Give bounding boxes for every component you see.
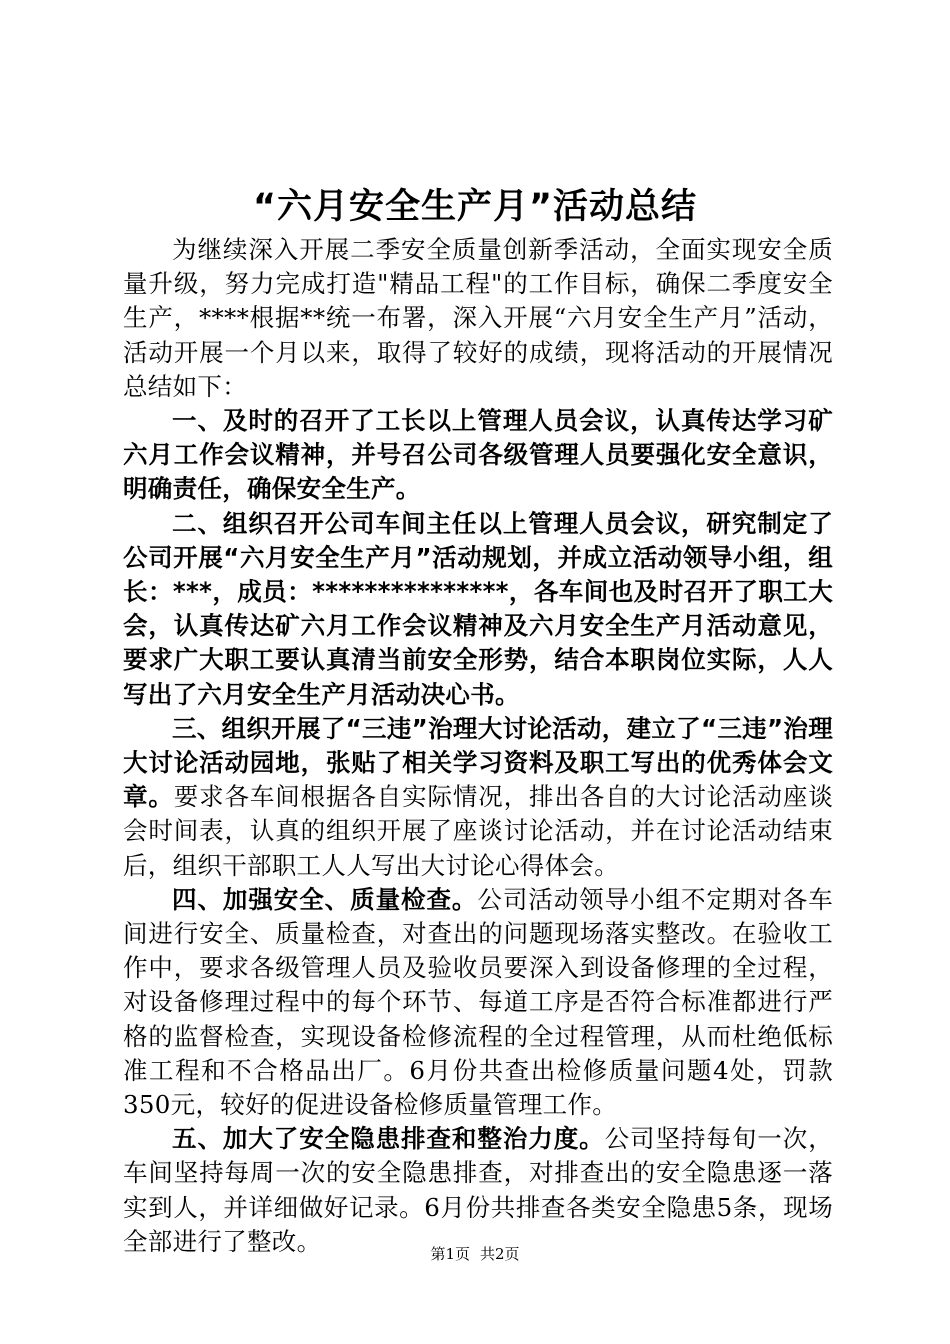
section-heading-4: 四、加强安全、质量检查。 <box>172 884 478 914</box>
section-heading-3: 三、组织开展了“三违”治理大讨论活动，建立了“三违”治理大讨论活动园地，张贴了相关学习资料及职工写出的优秀体会文章。 <box>123 713 833 812</box>
page-footer <box>0 1244 950 1264</box>
section-paragraph-4 <box>123 883 833 1122</box>
section-heading-2: 二、组织召开公司车间主任以上管理人员会议，研究制定了公司开展“六月安全生产月”活动规划，并成立活动领导小组，组长：***，成员：***************，各车间也及时召开了职工大会，认真传达矿六月工作会议精神及六月安全生产月活动意见，要求广大职工要认真清当前安全形势，结合本职岗位实际，人人写出了六月安全生产月活动决心书。 <box>123 508 833 709</box>
section-heading-5: 五、加大了安全隐患排查和整治力度。 <box>172 1124 605 1154</box>
section-body-4: 公司活动领导小组不定期对各车间进行安全、质量检查，对查出的问题现场落实整改。在验收工作中，要求各级管理人员及验收员要深入到设备修理的全过程，对设备修理过程中的每个环节、每道工序是否符合标准都进行严格的监督检查，实现设备检修流程的全过程管理，从而杜绝低标准工程和不合格品出厂。6月份共查出检修质量问题4处，罚款350元，较好的促进设备检修质量管理工作。 <box>123 884 833 1120</box>
section-paragraph-1 <box>123 404 833 507</box>
section-paragraph-2 <box>123 507 833 712</box>
page-total: 共2页 <box>480 1245 520 1263</box>
section-body-3: 要求各车间根据各自实际情况，排出各自的大讨论活动座谈会时间表，认真的组织开展了座谈讨论活动，并在讨论活动结束后，组织干部职工人人写出大讨论心得体会。 <box>123 782 834 880</box>
page-number: 第1页 <box>430 1245 470 1263</box>
section-paragraph-5 <box>123 1122 833 1259</box>
section-paragraph-3 <box>123 712 833 883</box>
intro-paragraph: 为继续深入开展二季安全质量创新季活动，全面实现安全质量升级，努力完成打造"精品工程"的工作目标，确保二季度安全生产，****根据**统一布署，深入开展“六月安全生产月”活动，活动开展一个月以来，取得了较好的成绩，现将活动的开展情况总结如下： <box>123 235 833 401</box>
document-body <box>123 233 833 1259</box>
document-title: “六月安全生产月”活动总结 <box>252 187 697 227</box>
section-heading-1: 一、及时的召开了工长以上管理人员会议，认真传达学习矿六月工作会议精神，并号召公司各级管理人员要强化安全意识，明确责任，确保安全生产。 <box>123 406 833 504</box>
section-body-5: 公司坚持每旬一次，车间坚持每周一次的安全隐患排查，对排查出的安全隐患逐一落实到人，并详细做好记录。6月份共排查各类安全隐患5条，现场全部进行了整改。 <box>123 1124 833 1256</box>
